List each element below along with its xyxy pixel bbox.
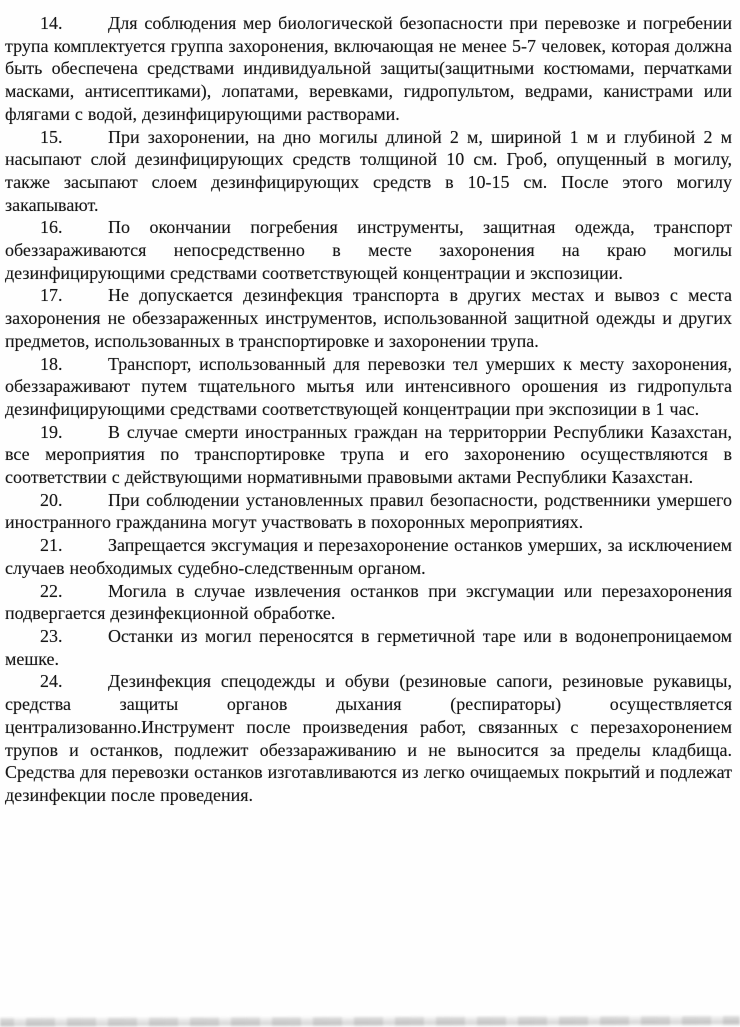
paragraph-number: 19.: [40, 421, 63, 442]
scan-cutoff-artifact: [0, 1016, 740, 1027]
paragraph-number: 24.: [40, 671, 63, 692]
paragraph-text: Останки из могил переносятся в герметичной таре или в водонепроницаемом мешке.: [5, 625, 732, 669]
paragraph-number: 15.: [40, 126, 63, 147]
paragraph-15: [5, 126, 732, 217]
document-body: [5, 12, 732, 807]
paragraph-text: При соблюдении установленных правил безопасности, родственники умершего иностранного гражданина могут участвовать в похоронных мероприятиях.: [5, 489, 732, 533]
paragraph-number: 18.: [40, 353, 63, 374]
paragraph-number: 14.: [40, 13, 63, 33]
paragraph-number: 20.: [40, 489, 63, 510]
paragraph-text: Транспорт, использованный для перевозки тел умерших к месту захоронения, обеззараживают путем тщательного мытья или интенсивного орошения из гидропульта дезинфицирующими средствами соответствующей концентрации при экспозиции в 1 час.: [5, 353, 732, 419]
paragraph-number: 23.: [40, 625, 63, 646]
paragraph-24: [5, 670, 732, 806]
paragraph-text: При захоронении, на дно могилы длиной 2 м, шириной 1 м и глубиной 2 м насыпают слой дезинфицирующих средств толщиной 10 см. Гроб, опущенный в могилу, также засыпают слоем дезинфицирующих средств в 10-15 см. После этого могилу закапывают.: [5, 126, 732, 215]
paragraph-text: В случае смерти иностранных граждан на территоррии Республики Казахстан, все мероприятия по транспортировке трупа и его захоронению осуществляются в соответствии с действующими нормативными правовыми актами Республики Казахстан.: [5, 421, 732, 488]
paragraph-20: [5, 489, 732, 534]
paragraph-17: [5, 284, 732, 352]
paragraph-19: [5, 421, 732, 489]
paragraph-21: [5, 534, 732, 579]
paragraph-text: Могила в случае извлечения останков при эксгумации или перезахоронения подвергается дезинфекционной обработке.: [5, 580, 732, 624]
paragraph-23: [5, 625, 732, 670]
paragraph-text: Не допускается дезинфекция транспорта в других местах и вывоз с места захоронения не обеззараженных инструментов, использованной защитной одежды и других предметов, использованных в транспортировке и захоронении трупа.: [5, 285, 732, 351]
paragraph-18: [5, 353, 732, 421]
paragraph-14: [5, 12, 732, 126]
paragraph-22: [5, 580, 732, 625]
paragraph-number: 21.: [40, 535, 63, 556]
paragraph-number: 22.: [40, 580, 63, 601]
paragraph-text: Запрещается эксгумация и перезахоронение останков умерших, за исключением случаев необходимых судебно-следственным органом.: [5, 535, 732, 578]
paragraph-text: Дезинфекция спецодежды и обуви (резиновые сапоги, резиновые рукавицы, средства защиты органов дыхания (респираторы) осуществляется централизованно.Инструмент после произведения работ, связанных с перезахоронением трупов и останков, подлежит обеззараживанию и не выносится за пределы кладбища. Средства для перевозки останков изготавливаются из легко очищаемых покрытий и подлежат дезинфекции после проведения.: [5, 671, 732, 805]
paragraph-16: [5, 216, 732, 284]
paragraph-number: 16.: [40, 217, 63, 238]
paragraph-number: 17.: [40, 285, 63, 306]
paragraph-text: По окончании погребения инструменты, защитная одежда, транспорт обеззараживаются непосредственно в месте захоронения на краю могилы дезинфицирующими средствами соответствующей концентрации и экспозиции.: [5, 217, 732, 283]
paragraph-text: Для соблюдения мер биологической безопасности при перевозке и погребении трупа комплектуется группа захоронения, включающая не менее 5-7 человек, которая должна быть обеспечена средствами индивидуальной защиты(защитными костюмами, перчатками масками, антисептиками), лопатами, веревками, гидропультом, ведрами, канистрами или флягами с водой, дезинфицирующими растворами.: [5, 13, 732, 124]
